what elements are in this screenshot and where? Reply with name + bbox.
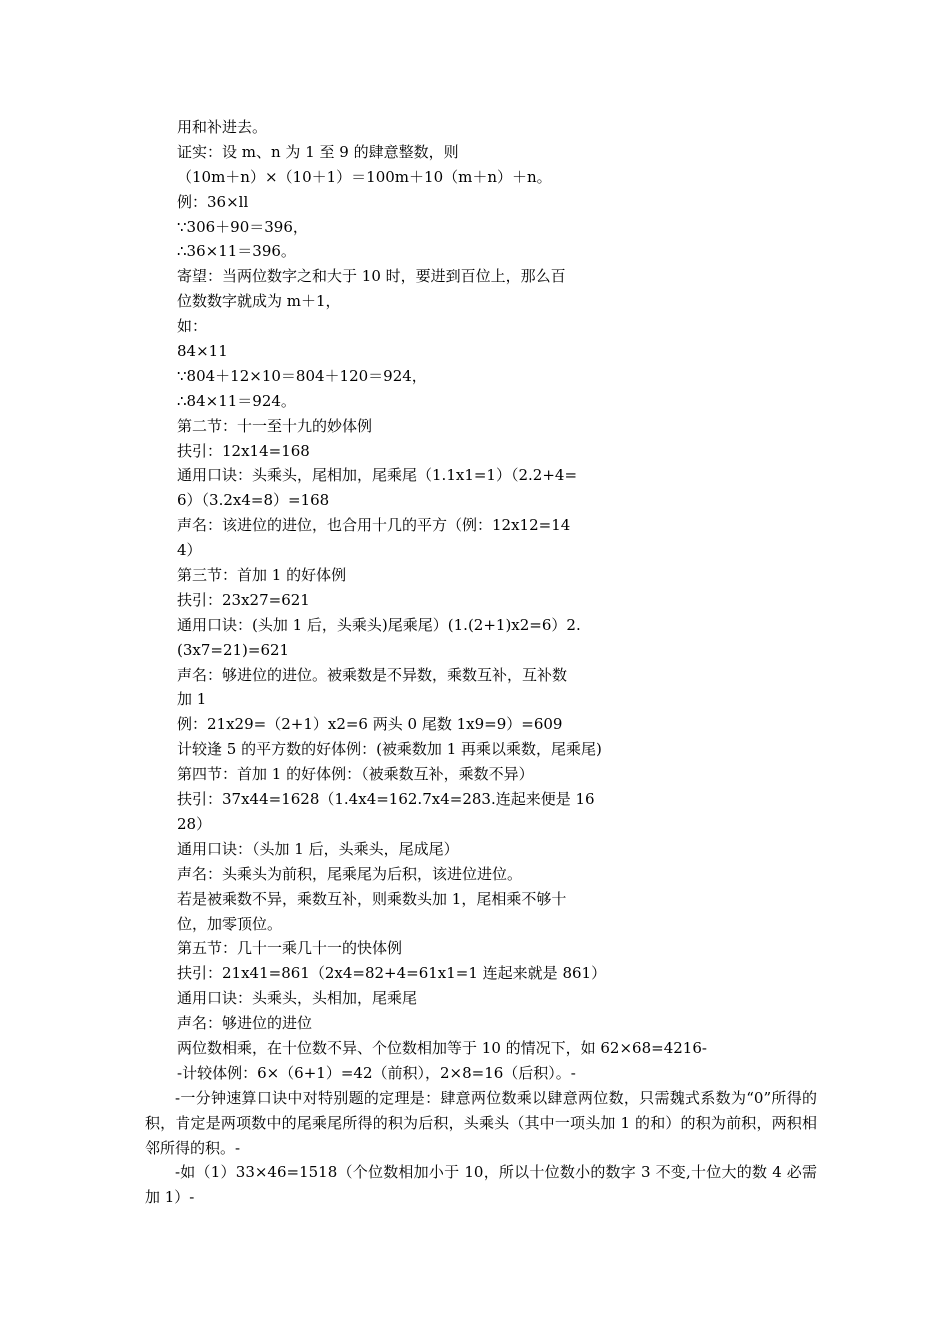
text-line: 扶引：21x41=861（2x4=82+4=61x1=1 连起来就是 861） — [177, 964, 607, 983]
text-line: 声名：够进位的进位 — [177, 1014, 313, 1033]
text-line: 例：36×ll — [177, 192, 249, 211]
text-line: 6）（3.2x4=8）=168 — [177, 491, 330, 510]
text-line: ∴84×11＝924。 — [177, 391, 296, 410]
text-line: 证实：设 m、n 为 1 至 9 的肆意整数，则 — [177, 142, 459, 161]
text-line: 寄望：当两位数字之和大于 10 时，要进到百位上，那么百 — [177, 267, 566, 286]
text-line: 声名：头乘头为前积，尾乘尾为后积，该进位进位。 — [177, 864, 523, 883]
text-line: 用和补进去。 — [177, 118, 268, 136]
text-line: 第二节：十一至十九的妙体例 — [177, 416, 373, 435]
text-line: ∵804＋12×10＝804＋120＝924， — [177, 366, 427, 385]
text-line: 通用口诀：头乘头，头相加，尾乘尾 — [177, 989, 418, 1008]
text-line: 扶引：12x14=168 — [177, 441, 310, 460]
text-line: 如： — [177, 317, 208, 336]
paragraph-2: -如（1）33×46=1518（个位数相加小于 10，所以十位数小的数字 3 不变,十位大的数 4 必需加 1）- — [145, 1163, 817, 1206]
text-line: 例：21x29=（2+1）x2=6 两头 0 尾数 1x9=9）=609 — [177, 715, 563, 734]
text-line: 加 1 — [177, 690, 207, 709]
text-line: ∴36×11＝396。 — [177, 242, 296, 261]
text-line: 若是被乘数不异，乘数互补，则乘数头加 1，尾相乘不够十 — [177, 889, 567, 908]
text-line: 声名：该进位的进位，也合用十几的平方（例：12x12=14 — [177, 516, 571, 535]
text-column — [177, 115, 817, 1086]
text-line: 通用口诀：头乘头，尾相加，尾乘尾（1.1x1=1）（2.2+4= — [177, 466, 578, 485]
paragraph-1: -一分钟速算口诀中对特别题的定理是：肆意两位数乘以肆意两位数，只需魏式系数为“0”所得的积，肯定是两项数中的尾乘尾所得的积为后积，头乘头（其中一项头加 1 的和）的积为前积，两积相邻所得的积。- — [145, 1089, 817, 1157]
text-line: 声名：够进位的进位。被乘数是不异数，乘数互补，互补数 — [177, 665, 568, 684]
text-line: 计较逢 5 的平方数的好体例：(被乘数加 1 再乘以乘数，尾乘尾) — [177, 740, 602, 759]
text-line: 扶引：23x27=621 — [177, 590, 310, 609]
text-line: 第三节：首加 1 的好体例 — [177, 566, 347, 585]
text-line: 通用口诀：(头加 1 后，头乘头)尾乘尾）(1.(2+1)x2=6）2. — [177, 615, 581, 634]
text-line: 28） — [177, 814, 212, 833]
text-line: 扶引：37x44=1628（1.4x4=162.7x4=283.连起来便是 16 — [177, 790, 595, 809]
text-line: 4） — [177, 541, 202, 560]
text-line: ∵306＋90＝396， — [177, 217, 308, 236]
text-line: 位，加零顶位。 — [177, 914, 283, 933]
text-line: 第四节：首加 1 的好体例：（被乘数互补，乘数不异） — [177, 765, 534, 784]
text-line: 通用口诀：（头加 1 后，头乘头，尾成尾） — [177, 839, 459, 858]
text-line: 第五节：几十一乘几十一的快体例 — [177, 939, 403, 958]
text-line: 两位数相乘，在十位数不异、个位数相加等于 10 的情况下，如 62×68=4216- — [177, 1038, 707, 1057]
text-line: （10m＋n）×（10＋1）＝100m＋10（m＋n）＋n。 — [177, 167, 552, 186]
text-line: 84×11 — [177, 342, 228, 361]
text-line: (3x7=21)=621 — [177, 640, 290, 659]
text-line: 位数数字就成为 m＋1， — [177, 292, 341, 311]
text-line: -计较体例：6×（6+1）=42（前积），2×8=16（后积）。- — [177, 1063, 576, 1082]
